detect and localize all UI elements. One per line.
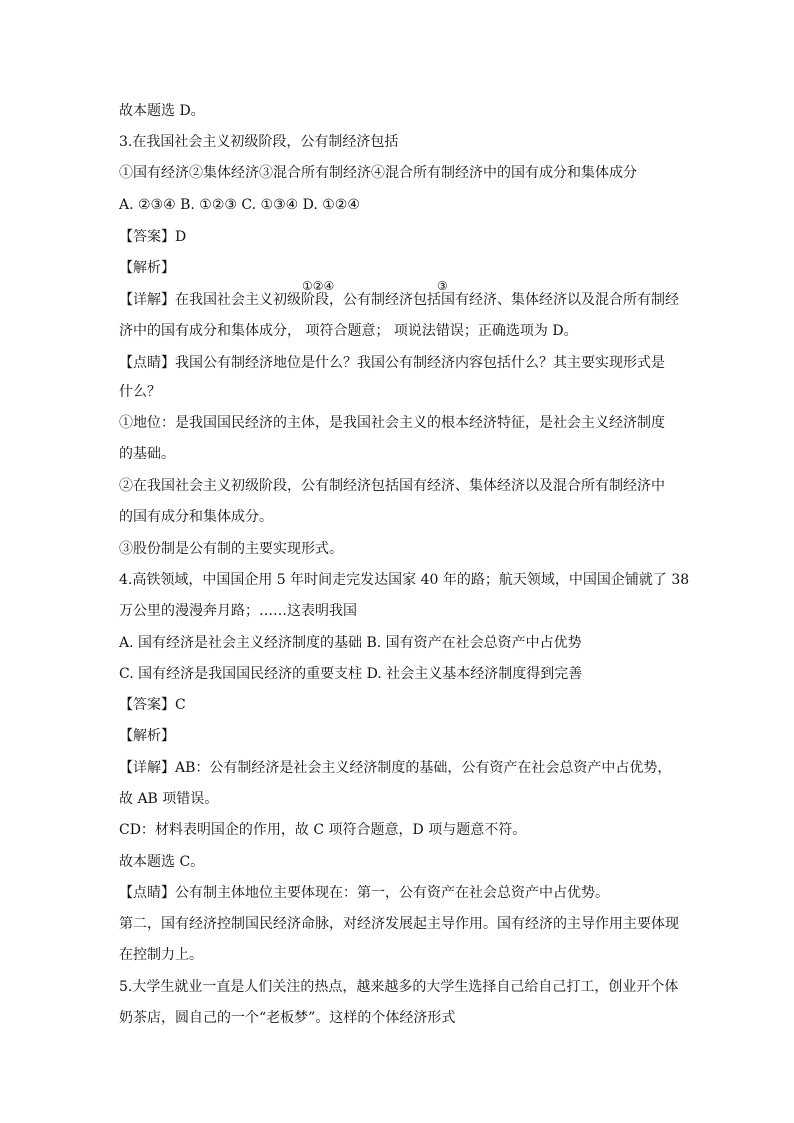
question-4-options-ab: A. 国有经济是社会主义经济制度的基础 B. 国有资产在社会总资产中占优势 bbox=[119, 635, 582, 651]
text-line: 在控制力上。 bbox=[119, 947, 203, 963]
text-line: 的基础。 bbox=[119, 446, 175, 462]
text-line: 故本题选 D。 bbox=[119, 103, 205, 119]
answer-label: 【答案】D bbox=[119, 229, 187, 245]
text-line: ①地位：是我国国民经济的主体，是我国社会主义的根本经济特征，是社会主义经济制度 bbox=[119, 415, 665, 431]
text-line: 【点睛】我国公有制经济地位是什么？我国公有制经济内容包括什么？其主要实现形式是 bbox=[119, 355, 665, 371]
text-line: CD：材料表明国企的作用，故 C 项符合题意，D 项与题意不符。 bbox=[119, 822, 527, 838]
floating-circled-number: ③ bbox=[437, 279, 448, 293]
answer-label: 【答案】C bbox=[119, 697, 186, 713]
text-line: 奶茶店，圆自己的一个“老板梦”。这样的个体经济形式 bbox=[119, 1010, 456, 1026]
text-line: 济中的国有成分和集体成分， 项符合题意； 项说法错误；正确选项为 D。 bbox=[119, 323, 578, 339]
question-3-options: A. ②③④ B. ①②③ C. ①③④ D. ①②④ bbox=[119, 197, 360, 213]
question-5-stem: 5.大学生就业一直是人们关注的热点，越来越多的大学生选择自己给自己打工，创业开个体 bbox=[119, 979, 679, 995]
text-line: 故本题选 C。 bbox=[119, 854, 205, 870]
text-line: 【详解】在我国社会主义初级阶段，公有制经济包括国有经济、集体经济以及混合所有制经 bbox=[119, 292, 679, 308]
analysis-label: 【解析】 bbox=[119, 260, 175, 276]
question-4-options-cd: C. 国有经济是我国国民经济的重要支柱 D. 社会主义基本经济制度得到完善 bbox=[119, 666, 583, 682]
question-3-stem: 3.在我国社会主义初级阶段，公有制经济包括 bbox=[119, 134, 399, 150]
text-line: 故 AB 项错误。 bbox=[119, 791, 219, 807]
analysis-label: 【解析】 bbox=[119, 728, 175, 744]
text-line: 什么？ bbox=[119, 384, 161, 400]
text-line: 第二，国有经济控制国民经济命脉，对经济发展起主导作用。国有经济的主导作用主要体现 bbox=[119, 916, 679, 932]
question-3-items: ①国有经济②集体经济③混合所有制经济④混合所有制经济中的国有成分和集体成分 bbox=[119, 165, 637, 181]
text-line: 【详解】AB：公有制经济是社会主义经济制度的基础，公有资产在社会总资产中占优势， bbox=[119, 760, 672, 776]
question-4-stem: 4.高铁领域，中国国企用 5 年时间走完发达国家 40 年的路；航天领域，中国国企铺就了 38 bbox=[119, 572, 690, 588]
text-line: 万公里的漫漫奔月路；……这表明我国 bbox=[119, 603, 357, 619]
text-line: ③股份制是公有制的主要实现形式。 bbox=[119, 541, 343, 557]
text-line: ②在我国社会主义初级阶段，公有制经济包括国有经济、集体经济以及混合所有制经济中 bbox=[119, 478, 665, 494]
text-line: 【点睛】公有制主体地位主要体现在：第一，公有资产在社会总资产中占优势。 bbox=[119, 885, 609, 901]
text-line: 的国有成分和集体成分。 bbox=[119, 509, 273, 525]
floating-circled-numbers: ①②④ bbox=[302, 279, 335, 293]
